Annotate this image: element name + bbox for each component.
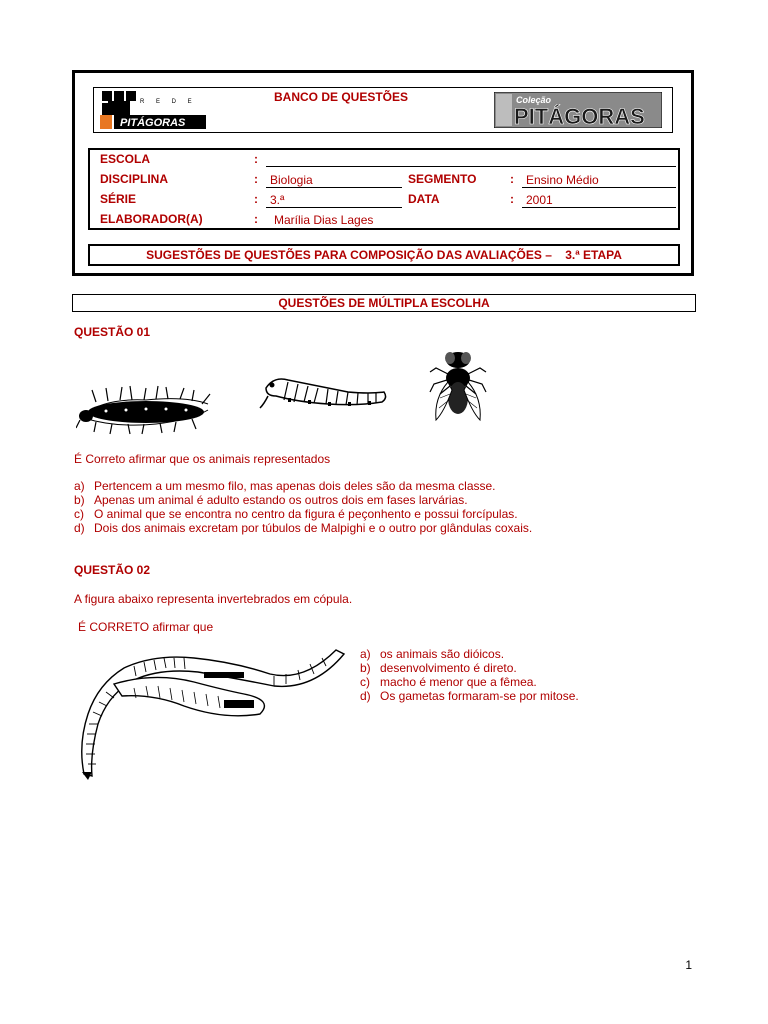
q1-option-c: c) O animal que se encontra no centro da figura é peçonhento e possui forcípulas. [74,507,518,521]
q2-title: QUESTÃO 02 [74,563,151,577]
svg-text:R E D E: R E D E [140,99,197,105]
q1-title: QUESTÃO 01 [74,325,151,339]
fly-illustration [428,348,488,426]
info-box [88,148,680,230]
data-label: DATA [408,192,440,206]
segmento-label: SEGMENTO [408,172,477,186]
q1-option-a: a) Pertencem a um mesmo filo, mas apenas dois deles são da mesma classe. [74,479,496,493]
serie-label: SÉRIE [100,192,137,206]
q2-option-d: d) Os gametas formaram-se por mitose. [360,689,579,703]
q2-option-c: c) macho é menor que a fêmea. [360,675,537,689]
segmento-colon: : [510,172,514,186]
serie-value: 3.ª [270,193,285,207]
svg-text:PITÁGORAS: PITÁGORAS [514,104,645,128]
elaborador-value: Marília Dias Lages [274,213,374,227]
escola-line [266,166,676,167]
segmento-value: Ensino Médio [526,173,599,187]
data-line [522,207,676,208]
q2-stem-2: É CORRETO afirmar que [78,620,214,634]
svg-text:PITÁGORAS: PITÁGORAS [120,117,186,129]
q2-options [360,647,579,703]
q1-stem: É Correto afirmar que os animais representados [74,452,331,466]
header-box [72,70,694,276]
q2-stem: A figura abaixo representa invertebrados em cópula. [74,592,353,606]
disciplina-line [266,187,402,188]
disciplina-label: DISCIPLINA [100,172,169,186]
colecao-pitagoras-logo [494,92,662,128]
bank-title: BANCO DE QUESTÕES [274,90,409,104]
escola-colon: : [254,152,258,166]
caterpillar-illustration [76,384,216,436]
q1-option-b: b) Apenas um animal é adulto estando os outros dois em fases larvárias. [74,493,468,507]
rede-pitagoras-logo [100,91,206,129]
q2-option-b: b) desenvolvimento é direto. [360,661,517,675]
serie-line [266,207,402,208]
disciplina-value: Biologia [270,173,313,187]
larva-illustration [258,374,390,412]
data-colon: : [510,192,514,206]
elaborador-colon: : [254,212,258,226]
data-value: 2001 [526,193,553,207]
q1-options [74,479,532,535]
earthworms-illustration [74,644,348,784]
section-title: QUESTÕES DE MÚLTIPLA ESCOLHA [72,294,696,312]
escola-label: ESCOLA [100,152,151,166]
disciplina-colon: : [254,172,258,186]
q2-option-a: a) os animais são dióicos. [360,647,505,661]
q1-option-d: d) Dois dos animais excretam por túbulos de Malpighi e o outro por glândulas coxais. [74,521,533,535]
svg-text:Coleção: Coleção [516,95,552,105]
segmento-line [522,187,676,188]
etapa-banner: SUGESTÕES DE QUESTÕES PARA COMPOSIÇÃO DAS AVALIAÇÕES – 3.ª ETAPA [88,244,680,266]
page-number: 1 [685,958,692,972]
logo-row [93,87,673,133]
serie-colon: : [254,192,258,206]
elaborador-label: ELABORADOR(A) [100,212,203,226]
